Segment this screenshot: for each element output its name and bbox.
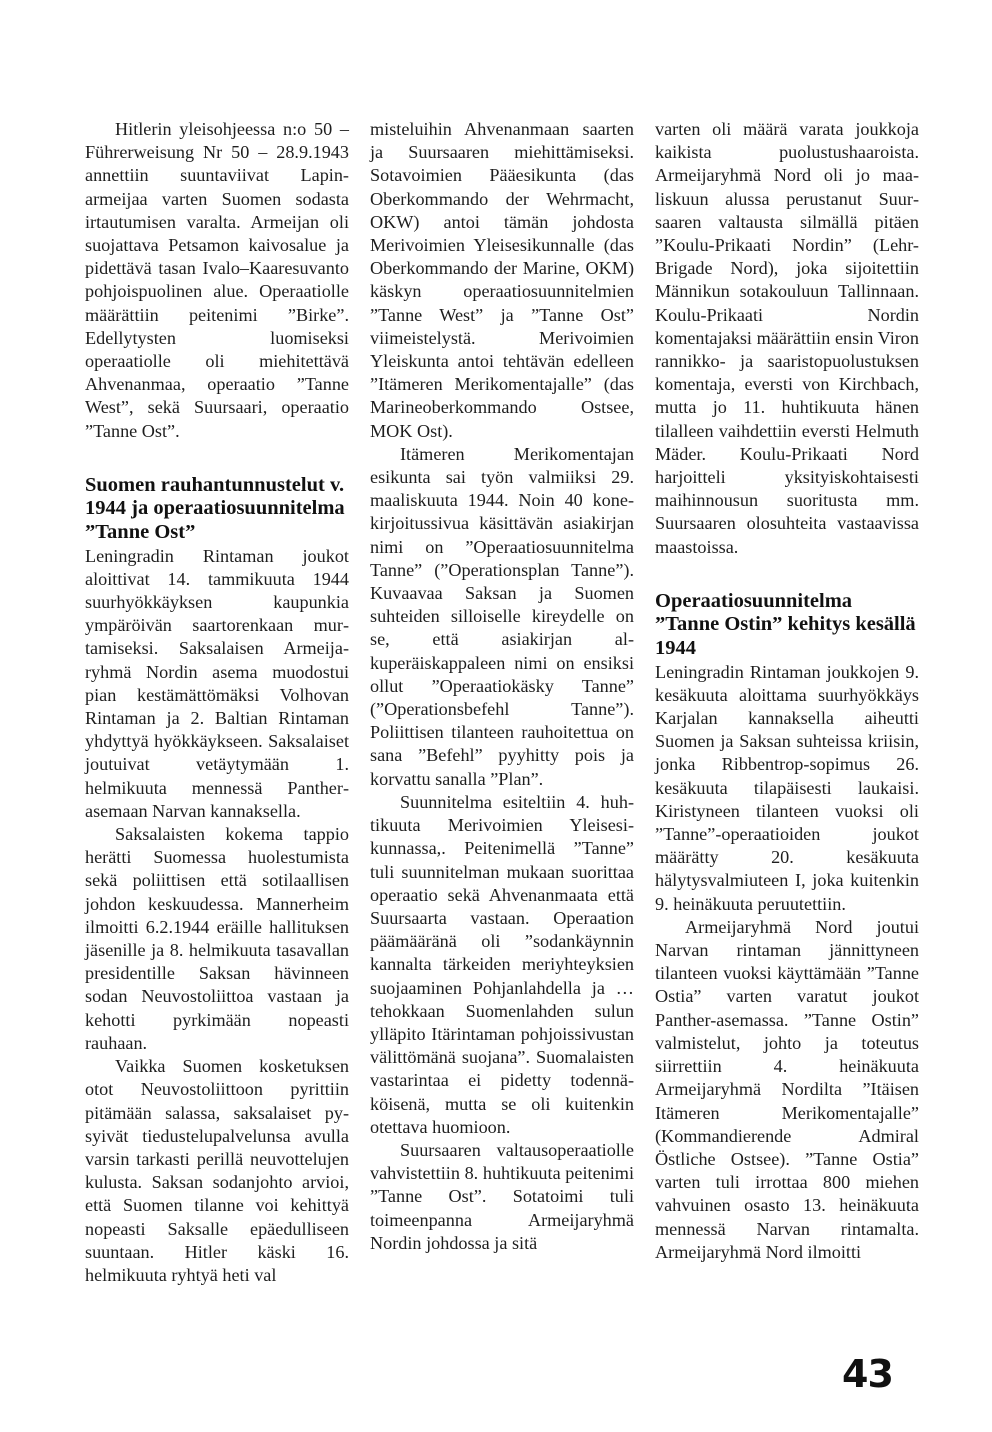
paragraph: Leningradin Rintaman joukkojen 9. kesäkuuta aloittama suurhyökkäys Karjalan kannaksella aiheutti Suomen ja Saksan suhteissa kriisin, jonka Ribbentrop-sopimus 26. kesäkuuta tilapäisesti laukaisi. Kiristyneen tilanteen vuoksi oli ”Tanne”-operaatioiden joukot määrätty 20. kesäkuuta hälytysvalmiuteen I, joka kuitenkin 9. heinäkuuta peruutettiin. <box>655 661 919 914</box>
text-column-3 <box>655 118 919 1264</box>
text-column-2 <box>370 118 634 1255</box>
paragraph: Armeijaryhmä Nord joutui Narvan rintaman jännittyneen tilanteen vuoksi käyttämään ”Tanne Ostia” varten varatut joukot Panther-asemassa. ”Tanne Ostin” valmistelut, johto ja toteutus siirrettiin 4. heinäkuuta Armeijaryhmä Nordilta ”Itäisen Itämeren Merikomentajalle” (Kommandierende Admiral Östliche Ostsee). ”Tanne Ostia” varten tuli irrottaa 800 miehen vahvuinen osasto 13. heinäkuuta mennessä Narvan rintamalta. Armeijaryhmä Nord ilmoitti <box>655 916 919 1262</box>
paragraph: Suursaaren valtausoperaatiolle vahvistettiin 8. huhtikuuta peitenimi ”Tanne Ost”. Sotatoimi tuli toimeenpanna Armeijaryhmä Nordin johdossa ja sitä <box>370 1139 634 1253</box>
page-number: 43 <box>842 1352 893 1396</box>
text-column-1 <box>85 118 349 1287</box>
paragraph: varten oli määrä varata joukkoja kaikista puolustushaaroista. Armeijaryhmä Nord oli jo maaliskuun alussa perustanut Suursaaren valtausta silmällä pitäen ”Koulu-Prikaati Nordin” (Lehr-Brigade Nord), joka sijoitettiin Männikun sotakouluun Tallinnaan. Koulu-Prikaati Nordin komentajaksi määrättiin ensin Viron rannikko- ja saaristopuolustuksen komentaja, eversti von Kirchbach, mutta jo 11. huhtikuuta hänen tilalleen vaihdettiin eversti Helmuth Mäder. Koulu-Prikaati Nord harjoitteli yksityiskohtaisesti maihinnousun suoritusta mm. Suursaaren olosuhteita vastaavissa maastoissa. <box>655 119 919 557</box>
paragraph: Leningradin Rintaman joukot aloittivat 14. tammikuuta 1944 suurhyökkäyksen kaupunkia ympäröivän saartorenkaan murtamiseksi. Saksalaisen Armeijaryhmä Nordin asema muodostui pian kestämättömäksi Volhovan Rintaman ja 2. Baltian Rintaman yhdyttyä hyökkäykseen. Saksalaiset joutuivat vetäytymään 1. helmikuuta mennessä Pantherasemaan Narvan kannaksella. <box>85 545 349 821</box>
paragraph: misteluihin Ahvenanmaan saarten ja Suursaaren miehittämiseksi. Sotavoimien Pääesikunta (das Oberkommando der Wehrmacht, OKW) antoi tämän johdosta Merivoimien Yleisesikunnalle (das Oberkommando der Marine, OKM) käskyn operaatiosuunnitelmien ”Tanne West” ja ”Tanne Ost” viimeistelystä. Merivoimien Yleiskunta antoi tehtävän edelleen ”Itämeren Merikomentajalle” (das Marineoberkommando Ostsee, MOK Ost). <box>370 119 634 441</box>
paragraph: Saksalaisten kokema tappio herätti Suomessa huolestumista sekä poliittisen että sotilaallisen johdon keskuudessa. Mannerheim ilmoitti 6.2.1944 eräille hallituksen jäsenille ja 8. helmikuuta tasavallan presidentille Saksan hävinneen sodan Neuvostoliittoa vastaan ja kehotti pyrkimään nopeasti rauhaan. <box>85 824 349 1053</box>
paragraph: Suunnitelma esiteltiin 4. huhtikuuta Merivoimien Yleisesikunnassa,. Peitenimellä ”Tanne” tuli suunnitelman mukaan suorittaa operaatio sekä Ahvenanmaata että Suursaarta vastaan. Operaation päämääränä oli ”sodankäynnin kannalta tärkeiden meriyhteyksien suojaaminen Pohjanlahdella ja … tehokkaan Suomenlahden sulun ylläpito Itärintaman pohjoissivustan välittömänä suojana”. Suomalaisten vastarintaa ei pidetty todennäköisenä, mutta se oli kuitenkin otettava huomioon. <box>370 791 634 1137</box>
paragraph: Itämeren Merikomentajan esikunta sai työn valmiiksi 29. maaliskuuta 1944. Noin 40 konekirjoitussivua käsittävän asiakirjan nimi on ”Operaatiosuunnitelma Tanne” (”Operationsplan Tanne”). Kuvaavaa Saksan ja Suomen suhteiden silloiselle kireydelle on se, että asiakirjan alkuperäiskappaleen nimi on ensiksi ollut ”Operaatiokäsky Tanne” (”Operationsbefehl Tanne”). Poliittisen tilanteen rauhoitettua on sana ”Befehl” pyyhitty pois ja korvattu sanalla ”Plan”. <box>370 443 634 789</box>
section-heading-plan-development: Operaatiosuunnitelma ”Tanne Ostin” kehitys kesällä 1944 <box>655 589 916 660</box>
paragraph: Vaikka Suomen kosketuksen otot Neuvostoliittoon pyrittiin pitämään salassa, saksalaiset pysyivät tiedustelupalvelunsa avulla varsin tarkasti perillä neuvottelujen kulusta. Saksan sodanjohto arvioi, että Suomen tilanne voi kehittyä nopeasti Saksalle epäedulliseen suuntaan. Hitler käski 16. helmikuuta ryhtyä heti val <box>85 1056 349 1285</box>
section-heading-peace-feelers: Suomen rauhantunnustelut v. 1944 ja operaatiosuunnitelma ”Tanne Ost” <box>85 473 345 544</box>
paragraph: Hitlerin yleisohjeessa n:o 50 – Führerweisung Nr 50 – 28.9.1943 annettiin suuntaviivat Lapin-armeijaa varten Suomen sodasta irtautumisen varalta. Armeijan oli suojattava Petsamon kaivosalue ja pidettävä tasan Ivalo–Kaaresuvanto pohjoispuolinen alue. Operaatiolle määrättiin peitenimi ”Birke”. Edellytysten luomiseksi operaatiolle oli miehitettävä Ahvenanmaa, operaatio ”Tanne West”, sekä Suursaari, operaatio ”Tanne Ost”. <box>85 119 349 441</box>
